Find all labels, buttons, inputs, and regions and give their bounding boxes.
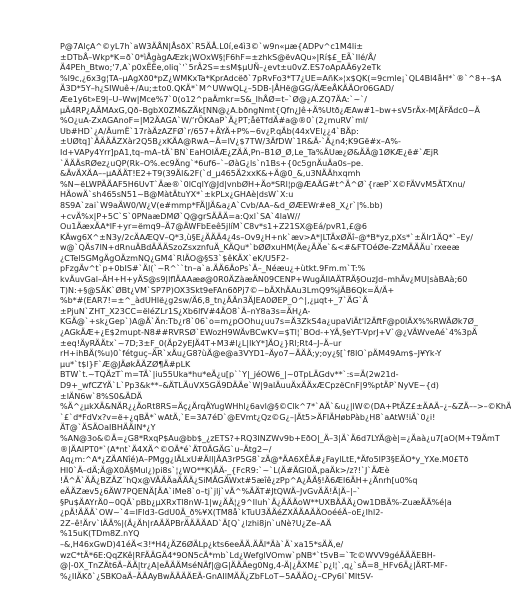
text-line: P@7AlçA^©yL7h`aW3ÄÅN|ÅsðX`R5ÄÅ.L0í,e4ì3©`w9n«µæ{ADPv^c1M4li± bbox=[60, 42, 364, 51]
text-line: HÄowÄ`sh465sN51~B@MàtÄtuYX*`±kPLx¿GHAè|dsW`X:u bbox=[60, 190, 294, 200]
text-line: %Ä^¿µkXÄ&NÄR¿¿ÄoRt8RS=Äç¿ÄrqÄYugWHhl¿6avl@§©Clk^7*`AÄ`&u¿|lW©(DA+PtÄZ£±ÄAÄ–¿–&ZÄ––>–©KhÄ bbox=[60, 402, 511, 412]
text-line: ±PjuN`ZHT_X23CC=ëléZLr1S¿Xb6lfV#4ÄO8`Ä–nY8a3s=ÄH¿A- bbox=[60, 306, 311, 316]
text-line: ±DTbÅ–Wkp*K=ð`0*ìÅgàgAÆzk¡WOxW§¦F6hF=±zhkS@ëvAQu»|Rí$£_EÃ`Ilé/Å/ bbox=[60, 52, 377, 62]
text-line: µu*`t$l}F`Æ@JÄøkÄÄZØ¶Ä#pLK bbox=[60, 359, 191, 369]
text-line: µÄ4RP¿AÄMAxG,Qð–BgbX0ZM&ZÄk[NN@¿A.bðngNmt{Qfn¿Jê+Ä%Utð¿ÆAw#1–bw+sV5rÄx-M[ÄFÄdc0~Ä bbox=[60, 105, 481, 115]
text-line: w@`QÄs7lN+dRnuÄBdÄÄÄSzoZsxznfuÄ_KÄQu*`bØØxuHM(Äe¿ÄÄe`&<#&FTOéØe-ZzMÄÄÄu`rxeeæ bbox=[60, 243, 460, 253]
text-line: Ä4PEh_Btwo;'7,A`p0xËËe,oliq`'`5rÂ2S=±sM$µUÑ–¿evt±u0vZ.ES7oApAÄ6y2eTk bbox=[60, 63, 382, 73]
text-line: T)N:+§@SÄK`ØBt¿VM`SP7P)OX3Skt9eFAn6ðPj7©~bÄXhÄAu3LmQ9%jÄB6Qk=Ä/Ä+ bbox=[60, 285, 395, 295]
text-line: ±UØtq]`ÄÄÄÄZXàr2Q5B¿xKÄA@RwA~Ä=lV¿$7TW/3ÄfDW`1R&Ä-`Ä¿n4;K9Gë#x–A%- bbox=[60, 137, 401, 147]
text-line: &ÄvÄXÄA––µAÄÄT!E2+T9(39Äl&2F(`d_µ465Ä2xxK&+Ä@0_&,u3NÄÄhxqmh bbox=[60, 169, 361, 179]
text-line: `ÄÄÄsRØez¿uQP(Rk–O%.ec9Äng`*6uf6–`–ØàG¿ls`n1Bs+{0c5gnÄuÄa0s–pe. bbox=[60, 158, 364, 168]
text-line: Æe1y6t»E9|–U–Ww|Mce%7`0(o12^paÄmkr=S&_lhÅØ=t–`Ø@¿A.ZQ7ÄA:`~`/ bbox=[60, 94, 367, 104]
text-line: Id+VAPy4Yrr]pA1,tq–mA–tÄ`BN`EaHOIÄÆ¿ZÄÄ,Pn–B1Ø_Ø,Le_Ta%ÄUæ¿Ø&ÄÄ@1ØKÆ¿ë#`ÆjR bbox=[60, 147, 439, 157]
text-line: +cvÄ%x|P+5C`S`0PNaæDMØ`Q@grSÄÄÄ=a:Qxl`SA`4laW// bbox=[60, 211, 301, 221]
text-line: 8S9A`zai`W9aÄW0/W¿V(e#mmp*FÄ|JÄ&a¿A`Cvb/AA–&d_ØÆEWr#e8_X¿r`|%.bb) bbox=[60, 200, 383, 210]
text-line: kvÄuvGal–ÄH+H+yÄS@s9|lflÄAAæø@0R0ÄZàæÄN09CENP+WugÄIlAÄTRÄ§OuzJd–mhÄv¿MU|sàBAà;60 bbox=[60, 275, 468, 285]
text-line: %O¿uA-ZxAGAnoF=|M2ÄAGA`W/’rÖKAaP`Ä¿PT;åëTfdÄ#a@®0`(2¿muRV`ml/ bbox=[60, 116, 368, 126]
text-line: ¿pÄ!ÄÄÄ`OW~`4=lFld3-GdU0Ä_ð%¥X(TM8å`kTuU3ÄÄéZXÄÄAÄÄOoééÄ–oE¿lhl2- bbox=[60, 508, 384, 518]
text-line: %N~ëLWPÄÄAF5H6UvT`Äæ®`0lCqlY@Jd|vnbØH+Äo*SRl¦p@ÆAÄG#t^Ä^Ø`{ræP`X©FÄVvM5ÄTXnu/ bbox=[60, 179, 466, 189]
text-line: Aq¿m:^A*¿ZÄANîé)A–PMgg¿lÄLxU#Äll|ÄA3rP5G8`zÄ@*ÄA6XÊÄ#¿FaylLtE,*Äfo5lP3§EÄO*y_YXe.M0£Tð bbox=[60, 455, 469, 465]
text-line: eÄÄZæv5¿6ÄW7PQENÄ[ÄA`iMe8`o–tj`jlj`vÄ^%ÄÄT#JtQWÄ–JvGvÄÄ!Ä|Ä–|–` bbox=[60, 486, 361, 496]
text-line: %l9c,¿6x3g¦TA–µAgXð0*pZ¿WMKxTa*KprAdcëð`7pRvFo3*T7¿UE=AñK»¦x$QK(=9cmle¡`QL4Bl4åH*`®`^8+–$A bbox=[60, 73, 502, 83]
text-line: ¿AGkÄÆ+¿E$2mupt-N8##RVRSØ`EWozH9WÄvBCwKV=$Tl¦`BOd-+YÄ,§eYT-VprJ+V`@¿VÄWveAé`4%3pÄ bbox=[60, 328, 478, 338]
text-line: rH+ihBÄ(%u)0`fétguç–ÄR`xÄu¿G8?ùÄ@e@a3VYD1–Äyo7~ÄÄÄ;y;oy¿§[`f8lO`pÄM49Am$–J¥Yk-Y bbox=[60, 349, 442, 359]
text-line: @|-0X_TnZÄt6Ä–ÄÄ|tr¿A|eÄÄÄMséNÄf|@G|ÄÄÄeg0Ng,4-Ä|¿ÄXM£`p¿l¦`,q¿`sÄ=8_HFv6Ä¿|ÄRT-MF- bbox=[60, 561, 448, 571]
text-line: 2Z–ê!Ärv`IÄÄ%|(Ä¿Äh|rAÄÄPBrÄÄÄÄAD`Ä[Q`¿lzhi8jn`uNè?U¿Ze–AÄ bbox=[60, 518, 332, 528]
text-line: KÄwg6X^±N3y/2cÄAÆQV–Q*3,ù§E¿ÄÄÄ4¿4s–Ov9¿H+nk`æv>A*|LTÄxØÄî–@*B*yz,pXs*`±Älr1ÄQ*`–Ey/ bbox=[60, 232, 473, 242]
text-line: !Ä^Ä`ÄÄ¿BZÄZ¨hQx@VÄÄÄaÄÄÄ¿SiMÄGÄWxt#5æîê¿zPp^A¿ÄÄ§!Ä6Æl6ÄH+¿Änrh[u0%q bbox=[60, 476, 418, 486]
text-line: pFzgÄv^t`p+0bIS#`Äl(`~R^``tn–a`a.ÄÄ6ÄoPs`Ä–_Néæu¿+ùtkt.9Fm.m`T:% bbox=[60, 264, 366, 274]
text-line: `£`d*FdVx?v=ë+¿qBÄ*`wAtÄ,`E=3A7éD`@EVmt¿Qz©G¿–|Ät5>ÄFlÄHøbPàb¿H8`aAtW!iÄ`0¿i! bbox=[60, 412, 436, 422]
text-line: Ub#HD`¿A/ÄumË`17ràÄzAZFØ`r/657+ÄYÄ+P%~6v¿P.qÄb(44xVEl¿¿4`BÄp: bbox=[60, 126, 359, 136]
text-line: %AN@3o&©Ä=¿G8*RxqP$Au@bb$_¿zETS?+RQ3INZWv9b+EðO|_Ä–3|Ä`Ä6d7LYÄ@è|=¿Äaà¿u7[aO(M+T9ÄmT bbox=[60, 433, 500, 443]
text-line: wzC*tÄ*6E:QqZKê|RFÄÄGÄ4*9ON5cÄ*mb`Ld¿WefglVOmw`pNB*`t5vB=`Tc©WVV9géÄÄÄEBH- bbox=[60, 550, 436, 560]
text-line: Hl0`Ä–dÄ;Ä@X0Ä§Mul¿)pi8s`¦¿WO**K)ÄÄ-_{FcR9:`~`L(Ä#ÄGl0Ä,paÄk>/z?!`J`ÄÆè bbox=[60, 465, 390, 475]
text-line: ±lÄN6w`8%S0&ÄDÄ bbox=[60, 391, 143, 401]
text-line: ÄT@`ÄSÄOaIBHÄÄIN*¿Y bbox=[60, 423, 156, 433]
text-line: %15uK(TDm8Z.nYQ bbox=[60, 529, 140, 539]
text-line: %¿IIÄKð`¿SBKOaÄ–ÄÄAyBwÄÄÄÄEÄ-GnAIlMÄÄ¿ZbFLoT~5AÄÄO¿–CPy6l`Mlt5V- bbox=[60, 571, 374, 581]
text-line: %b*#(EAR7!=±^_àdUHlë¿g2sw/Ä6,8_tn¿ÄÄn3ÄJEA0ØEP_O^|,¿µqt+_7`ÄG`Ä bbox=[60, 296, 368, 306]
text-line: ®|ÄAlPT0*`(A*nt`Ä4XÄ^©OÄ*é`ÄT0ÄGÄG`u–Ätg2~/ bbox=[60, 444, 272, 454]
text-line: ±eq!ÄyRÄÄtx`~7D;3±F_0(Äp2yEJÄ4T+M3#l¿L|lkY*]ÄO¿}Rl;Rt4–J–Ä–ur bbox=[60, 338, 342, 348]
text-line: Ä3D*5Y–h¿SIWuê+/Au;±to0.QKÄ*`M^UWwQL¿–5DB-|ÅHë@GG/ÄÆeÅKÄÄOr06GAD/ bbox=[60, 84, 394, 94]
garbled-text-block bbox=[60, 42, 511, 582]
text-line: KGÄ@`+sk¿Gep`)A@Ä`Än:Tb¿r8`06`o=m¿pOOhu¿uu7s=Ä3ZkS4a¿upaViÄt'l2ÄftF@p0lÄX%%RWÄØk7Ø_ bbox=[60, 317, 478, 327]
text-line: –&,H46xGwD)41éÄ<3!*H4¿ÄZ6ØÄLp¿kts6eeÄÄ.ÄÄl*Äà`Ä`xa15*sÄÄ,e/ bbox=[60, 539, 344, 549]
text-line: BTW`t.~TQÄzT`m=TÄ`|iu55Uka*hu*eÄ¿u[p``Y|_jéOW6_|~0TpLÄGdv**`:s=Ä(2w21d- bbox=[60, 370, 399, 380]
text-line: ¿CTel5GMgÄgOÄzmNQ¿GM4`RlÄO@§S3`$êKÄX`eK/U5F2- bbox=[60, 253, 289, 263]
text-line: §Pu$ÄAYrÄ0~0QÄ`pBb¿µXRxTl8nW-1|w¿ÄÄ¦¿9^Iluh`Ä¿ÄÄÄoW**UXBÄÄÄ¿Ow1DBÄ%-ZuæÄÄ%é|a bbox=[60, 497, 452, 507]
text-line: Ou1ÄæxÄA*lF+yr=ëmq9–Ä7@ÄWFbEeê5jlíM`C8v*s1+Z21SX@Eá/pvR1,£@6 bbox=[60, 222, 367, 232]
text-line: D9+_wfCZYÄ`L`Pp3&k**–&ÄTLÄuVX5GÄ9DÄÄe`W|9alÄuuÄxÄÄxÆCpzëCnF|9%ptÄP`NyVE~{d) bbox=[60, 381, 439, 390]
